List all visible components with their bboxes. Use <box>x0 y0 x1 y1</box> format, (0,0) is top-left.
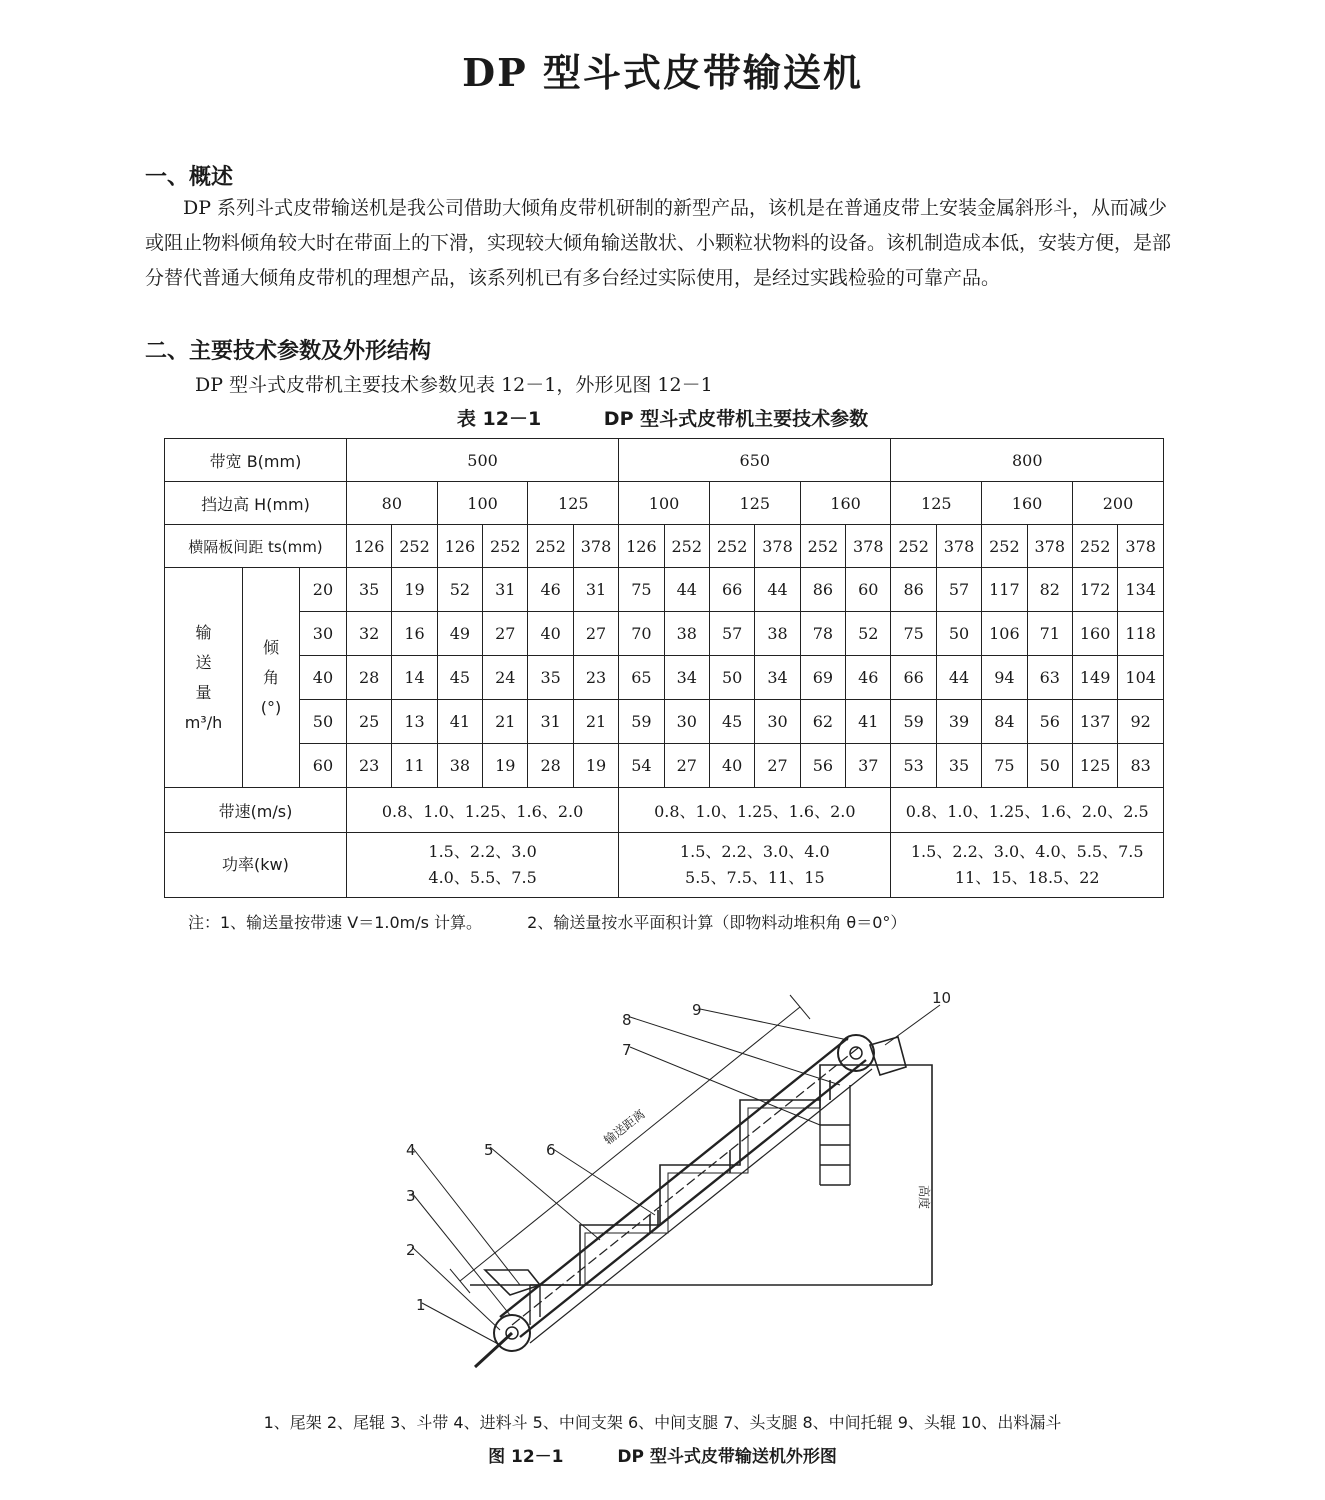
figure-caption-number: 图 12－1 <box>488 1447 564 1467</box>
capacity-cell: 27 <box>664 744 709 788</box>
callout-leader <box>490 1147 600 1240</box>
speed-cell: 0.8、1.0、1.25、1.6、2.0 <box>619 788 891 833</box>
capacity-cell: 44 <box>755 568 800 612</box>
capacity-cell: 45 <box>709 700 754 744</box>
callout-10: 10 <box>932 989 952 1007</box>
capacity-cell: 50 <box>709 656 754 700</box>
capacity-cell: 30 <box>755 700 800 744</box>
capacity-cell: 69 <box>800 656 845 700</box>
belt-width-cell: 800 <box>891 439 1164 482</box>
spacing-label: 横隔板间距 ts(mm) <box>165 525 347 568</box>
capacity-cell: 27 <box>573 612 618 656</box>
capacity-cell: 160 <box>1072 612 1117 656</box>
spacing-cell: 126 <box>346 525 391 568</box>
capacity-cell: 34 <box>755 656 800 700</box>
spacing-cell: 378 <box>1027 525 1072 568</box>
capacity-cell: 65 <box>619 656 664 700</box>
angle-label-char: 倾 <box>262 637 279 657</box>
capacity-cell: 35 <box>936 744 981 788</box>
angle-label-char: 角 <box>262 667 279 687</box>
head-frame-ladder <box>820 1085 850 1185</box>
callout-5: 5 <box>484 1141 494 1159</box>
capacity-cell: 50 <box>1027 744 1072 788</box>
capacity-cell: 30 <box>664 700 709 744</box>
capacity-cell: 134 <box>1118 568 1164 612</box>
capacity-cell: 40 <box>528 612 573 656</box>
conveyor-diagram <box>380 985 960 1395</box>
callout-9: 9 <box>692 1001 702 1019</box>
capacity-cell: 53 <box>891 744 936 788</box>
capacity-cell: 137 <box>1072 700 1117 744</box>
capacity-cell: 21 <box>483 700 528 744</box>
speed-label: 带速(m/s) <box>165 788 347 833</box>
table-caption-title: DP 型斗式皮带机主要技术参数 <box>603 408 869 430</box>
callout-4: 4 <box>406 1141 416 1159</box>
table-caption-number: 表 12－1 <box>456 408 542 430</box>
page-title: DP 型斗式皮带输送机 <box>462 50 863 95</box>
capacity-cell: 62 <box>800 700 845 744</box>
section-heading-specs: 二、主要技术参数及外形结构 <box>145 339 432 364</box>
capacity-cell: 38 <box>437 744 482 788</box>
table-row-spacing <box>165 525 1164 568</box>
side-height-label: 挡边高 H(mm) <box>165 482 347 525</box>
callout-leader <box>630 1017 840 1085</box>
spacing-cell: 126 <box>619 525 664 568</box>
table-row <box>165 568 1164 612</box>
capacity-cell: 35 <box>346 568 391 612</box>
capacity-cell: 39 <box>936 700 981 744</box>
capacity-cell: 66 <box>891 656 936 700</box>
capacity-cell: 75 <box>619 568 664 612</box>
callout-leader <box>700 1009 848 1040</box>
capacity-cell: 13 <box>392 700 437 744</box>
belt-lower-line <box>520 1060 866 1337</box>
capacity-cell: 28 <box>346 656 391 700</box>
callout-leader <box>550 1147 655 1215</box>
side-height-cell: 100 <box>619 482 710 525</box>
spacing-cell: 252 <box>982 525 1027 568</box>
belt-middle-line <box>512 1048 858 1325</box>
capacity-label-char: 量 <box>195 682 212 702</box>
section-heading-overview: 一、概述 <box>145 165 234 190</box>
capacity-cell: 106 <box>982 612 1027 656</box>
table-row <box>165 656 1164 700</box>
side-height-cell: 125 <box>891 482 982 525</box>
capacity-cell: 117 <box>982 568 1027 612</box>
capacity-cell: 86 <box>800 568 845 612</box>
callout-8: 8 <box>622 1011 632 1029</box>
side-height-cell: 200 <box>1072 482 1163 525</box>
distance-tick <box>790 995 810 1019</box>
conveyor-belt-upper <box>500 1325 850 1347</box>
capacity-cell: 60 <box>846 568 891 612</box>
capacity-cell: 19 <box>483 744 528 788</box>
capacity-cell: 82 <box>1027 568 1072 612</box>
power-line: 4.0、5.5、7.5 <box>428 868 537 887</box>
spacing-cell: 252 <box>1072 525 1117 568</box>
spacing-cell: 252 <box>664 525 709 568</box>
note-2: 2、输送量按水平面积计算（即物料动堆积角 θ＝0°） <box>527 913 907 932</box>
capacity-label-char: 送 <box>195 652 212 672</box>
height-label: 高度 <box>917 1185 931 1210</box>
capacity-cell: 11 <box>392 744 437 788</box>
table-notes <box>188 910 906 933</box>
capacity-cell: 19 <box>573 744 618 788</box>
table-row <box>165 612 1164 656</box>
capacity-cell: 75 <box>982 744 1027 788</box>
power-line: 1.5、2.2、3.0、4.0、5.5、7.5 <box>910 842 1144 861</box>
callout-2: 2 <box>406 1241 416 1259</box>
callout-leader <box>412 1147 520 1285</box>
speed-cell: 0.8、1.0、1.25、1.6、2.0、2.5 <box>891 788 1164 833</box>
spacing-cell: 126 <box>437 525 482 568</box>
power-label: 功率(kw) <box>165 833 347 898</box>
side-height-cell: 125 <box>709 482 800 525</box>
capacity-cell: 35 <box>528 656 573 700</box>
capacity-cell: 21 <box>573 700 618 744</box>
power-line: 11、15、18.5、22 <box>954 868 1100 887</box>
side-height-cell: 160 <box>982 482 1073 525</box>
building-outline <box>530 1065 932 1285</box>
capacity-cell: 19 <box>392 568 437 612</box>
callout-7: 7 <box>622 1041 632 1059</box>
capacity-cell: 149 <box>1072 656 1117 700</box>
capacity-unit: m³/h <box>184 712 223 732</box>
table-row-side-height <box>165 482 1164 525</box>
capacity-cell: 34 <box>664 656 709 700</box>
capacity-cell: 70 <box>619 612 664 656</box>
capacity-cell: 23 <box>346 744 391 788</box>
capacity-cell: 31 <box>573 568 618 612</box>
side-height-cell: 100 <box>437 482 528 525</box>
capacity-cell: 52 <box>437 568 482 612</box>
capacity-cell: 31 <box>483 568 528 612</box>
callout-6: 6 <box>546 1141 556 1159</box>
angle-cell: 30 <box>299 612 346 656</box>
capacity-cell: 57 <box>936 568 981 612</box>
callout-leader <box>630 1047 820 1125</box>
capacity-cell: 27 <box>755 744 800 788</box>
power-line: 5.5、7.5、11、15 <box>685 868 825 887</box>
belt-width-cell: 650 <box>619 439 891 482</box>
spacing-cell: 252 <box>800 525 845 568</box>
spacing-cell: 252 <box>528 525 573 568</box>
side-height-cell: 125 <box>528 482 619 525</box>
capacity-cell: 24 <box>483 656 528 700</box>
distance-label: 输送距离 <box>601 1106 648 1148</box>
capacity-cell: 41 <box>437 700 482 744</box>
capacity-cell: 75 <box>891 612 936 656</box>
power-cell <box>619 833 891 898</box>
belt-upper-line <box>500 1038 848 1317</box>
figure-caption-title: DP 型斗式皮带输送机外形图 <box>617 1447 837 1467</box>
speed-cell: 0.8、1.0、1.25、1.6、2.0 <box>346 788 618 833</box>
spacing-cell: 378 <box>573 525 618 568</box>
angle-label-unit: (°) <box>260 697 282 717</box>
power-line: 1.5、2.2、3.0 <box>428 842 537 861</box>
power-cell <box>891 833 1164 898</box>
angle-cell: 60 <box>299 744 346 788</box>
spec-table <box>164 438 1164 898</box>
capacity-cell: 92 <box>1118 700 1164 744</box>
capacity-cell: 86 <box>891 568 936 612</box>
capacity-cell: 50 <box>936 612 981 656</box>
capacity-cell: 71 <box>1027 612 1072 656</box>
table-row-power <box>165 833 1164 898</box>
capacity-cell: 23 <box>573 656 618 700</box>
callout-1: 1 <box>416 1296 426 1314</box>
specs-intro: DP 型斗式皮带机主要技术参数见表 12－1，外形见图 12－1 <box>195 374 713 396</box>
capacity-cell: 172 <box>1072 568 1117 612</box>
distance-tick <box>450 1269 470 1293</box>
table-row-belt-width <box>165 439 1164 482</box>
conveyor-frame-top <box>498 1320 845 1330</box>
capacity-cell: 45 <box>437 656 482 700</box>
capacity-cell: 38 <box>755 612 800 656</box>
capacity-cell: 14 <box>392 656 437 700</box>
spacing-cell: 252 <box>392 525 437 568</box>
capacity-cell: 27 <box>483 612 528 656</box>
table-row <box>165 744 1164 788</box>
capacity-label-char: 输 <box>195 622 212 642</box>
capacity-cell: 38 <box>664 612 709 656</box>
capacity-cell: 52 <box>846 612 891 656</box>
capacity-cell: 37 <box>846 744 891 788</box>
side-height-cell: 160 <box>800 482 891 525</box>
angle-cell: 50 <box>299 700 346 744</box>
capacity-cell: 54 <box>619 744 664 788</box>
capacity-cell: 31 <box>528 700 573 744</box>
capacity-cell: 41 <box>846 700 891 744</box>
capacity-cell: 32 <box>346 612 391 656</box>
belt-top <box>508 1303 845 1335</box>
capacity-cell: 56 <box>1027 700 1072 744</box>
capacity-cell: 59 <box>891 700 936 744</box>
power-cell <box>346 833 618 898</box>
capacity-cell: 78 <box>800 612 845 656</box>
conveyor-upper-edge <box>505 1315 850 1340</box>
belt-width-cell: 500 <box>346 439 618 482</box>
spacing-cell: 378 <box>755 525 800 568</box>
capacity-cell: 49 <box>437 612 482 656</box>
side-height-cell: 80 <box>346 482 437 525</box>
table-row <box>165 700 1164 744</box>
callout-leader <box>422 1303 500 1345</box>
capacity-cell: 83 <box>1118 744 1164 788</box>
spacing-cell: 378 <box>936 525 981 568</box>
callout-leader <box>885 1005 940 1045</box>
capacity-cell: 57 <box>709 612 754 656</box>
figure-caption <box>0 1442 1325 1467</box>
capacity-cell: 118 <box>1118 612 1164 656</box>
angle-label <box>242 568 299 788</box>
capacity-cell: 125 <box>1072 744 1117 788</box>
spacing-cell: 252 <box>709 525 754 568</box>
spacing-cell: 378 <box>846 525 891 568</box>
capacity-cell: 46 <box>846 656 891 700</box>
capacity-cell: 46 <box>528 568 573 612</box>
capacity-cell: 59 <box>619 700 664 744</box>
table-row-speed <box>165 788 1164 833</box>
capacity-cell: 56 <box>800 744 845 788</box>
capacity-cell: 63 <box>1027 656 1072 700</box>
capacity-cell: 44 <box>664 568 709 612</box>
capacity-cell: 28 <box>528 744 573 788</box>
capacity-cell: 104 <box>1118 656 1164 700</box>
spacing-cell: 252 <box>891 525 936 568</box>
capacity-cell: 66 <box>709 568 754 612</box>
spacing-cell: 378 <box>1118 525 1164 568</box>
power-line: 1.5、2.2、3.0、4.0 <box>679 842 830 861</box>
callout-3: 3 <box>406 1187 416 1205</box>
note-1: 注：1、输送量按带速 V＝1.0m/s 计算。 <box>188 913 483 932</box>
capacity-cell: 44 <box>936 656 981 700</box>
belt-width-label: 带宽 B(mm) <box>165 439 347 482</box>
capacity-cell: 84 <box>982 700 1027 744</box>
capacity-cell: 25 <box>346 700 391 744</box>
spacing-cell: 252 <box>483 525 528 568</box>
capacity-cell: 40 <box>709 744 754 788</box>
overview-paragraph: DP 系列斗式皮带输送机是我公司借助大倾角皮带机研制的新型产品，该机是在普通皮带上安装金属斜形斗，从而减少或阻止物料倾角较大时在带面上的下滑，实现较大倾角输送散状、小颗粒状物料的设备。该机制造成本低，安装方便，是部分替代普通大倾角皮带机的理想产品，该系列机已有多台经过实际使用，是经过实践检验的可靠产品。 <box>145 197 1172 289</box>
table-caption <box>0 404 1325 431</box>
angle-cell: 40 <box>299 656 346 700</box>
capacity-cell: 16 <box>392 612 437 656</box>
capacity-cell: 94 <box>982 656 1027 700</box>
capacity-label <box>165 568 243 788</box>
angle-cell: 20 <box>299 568 346 612</box>
figure-legend: 1、尾架 2、尾辊 3、斗带 4、进料斗 5、中间支架 6、中间支腿 7、头支腿 8、中间托辊 9、头辊 10、出料漏斗 <box>263 1413 1062 1432</box>
